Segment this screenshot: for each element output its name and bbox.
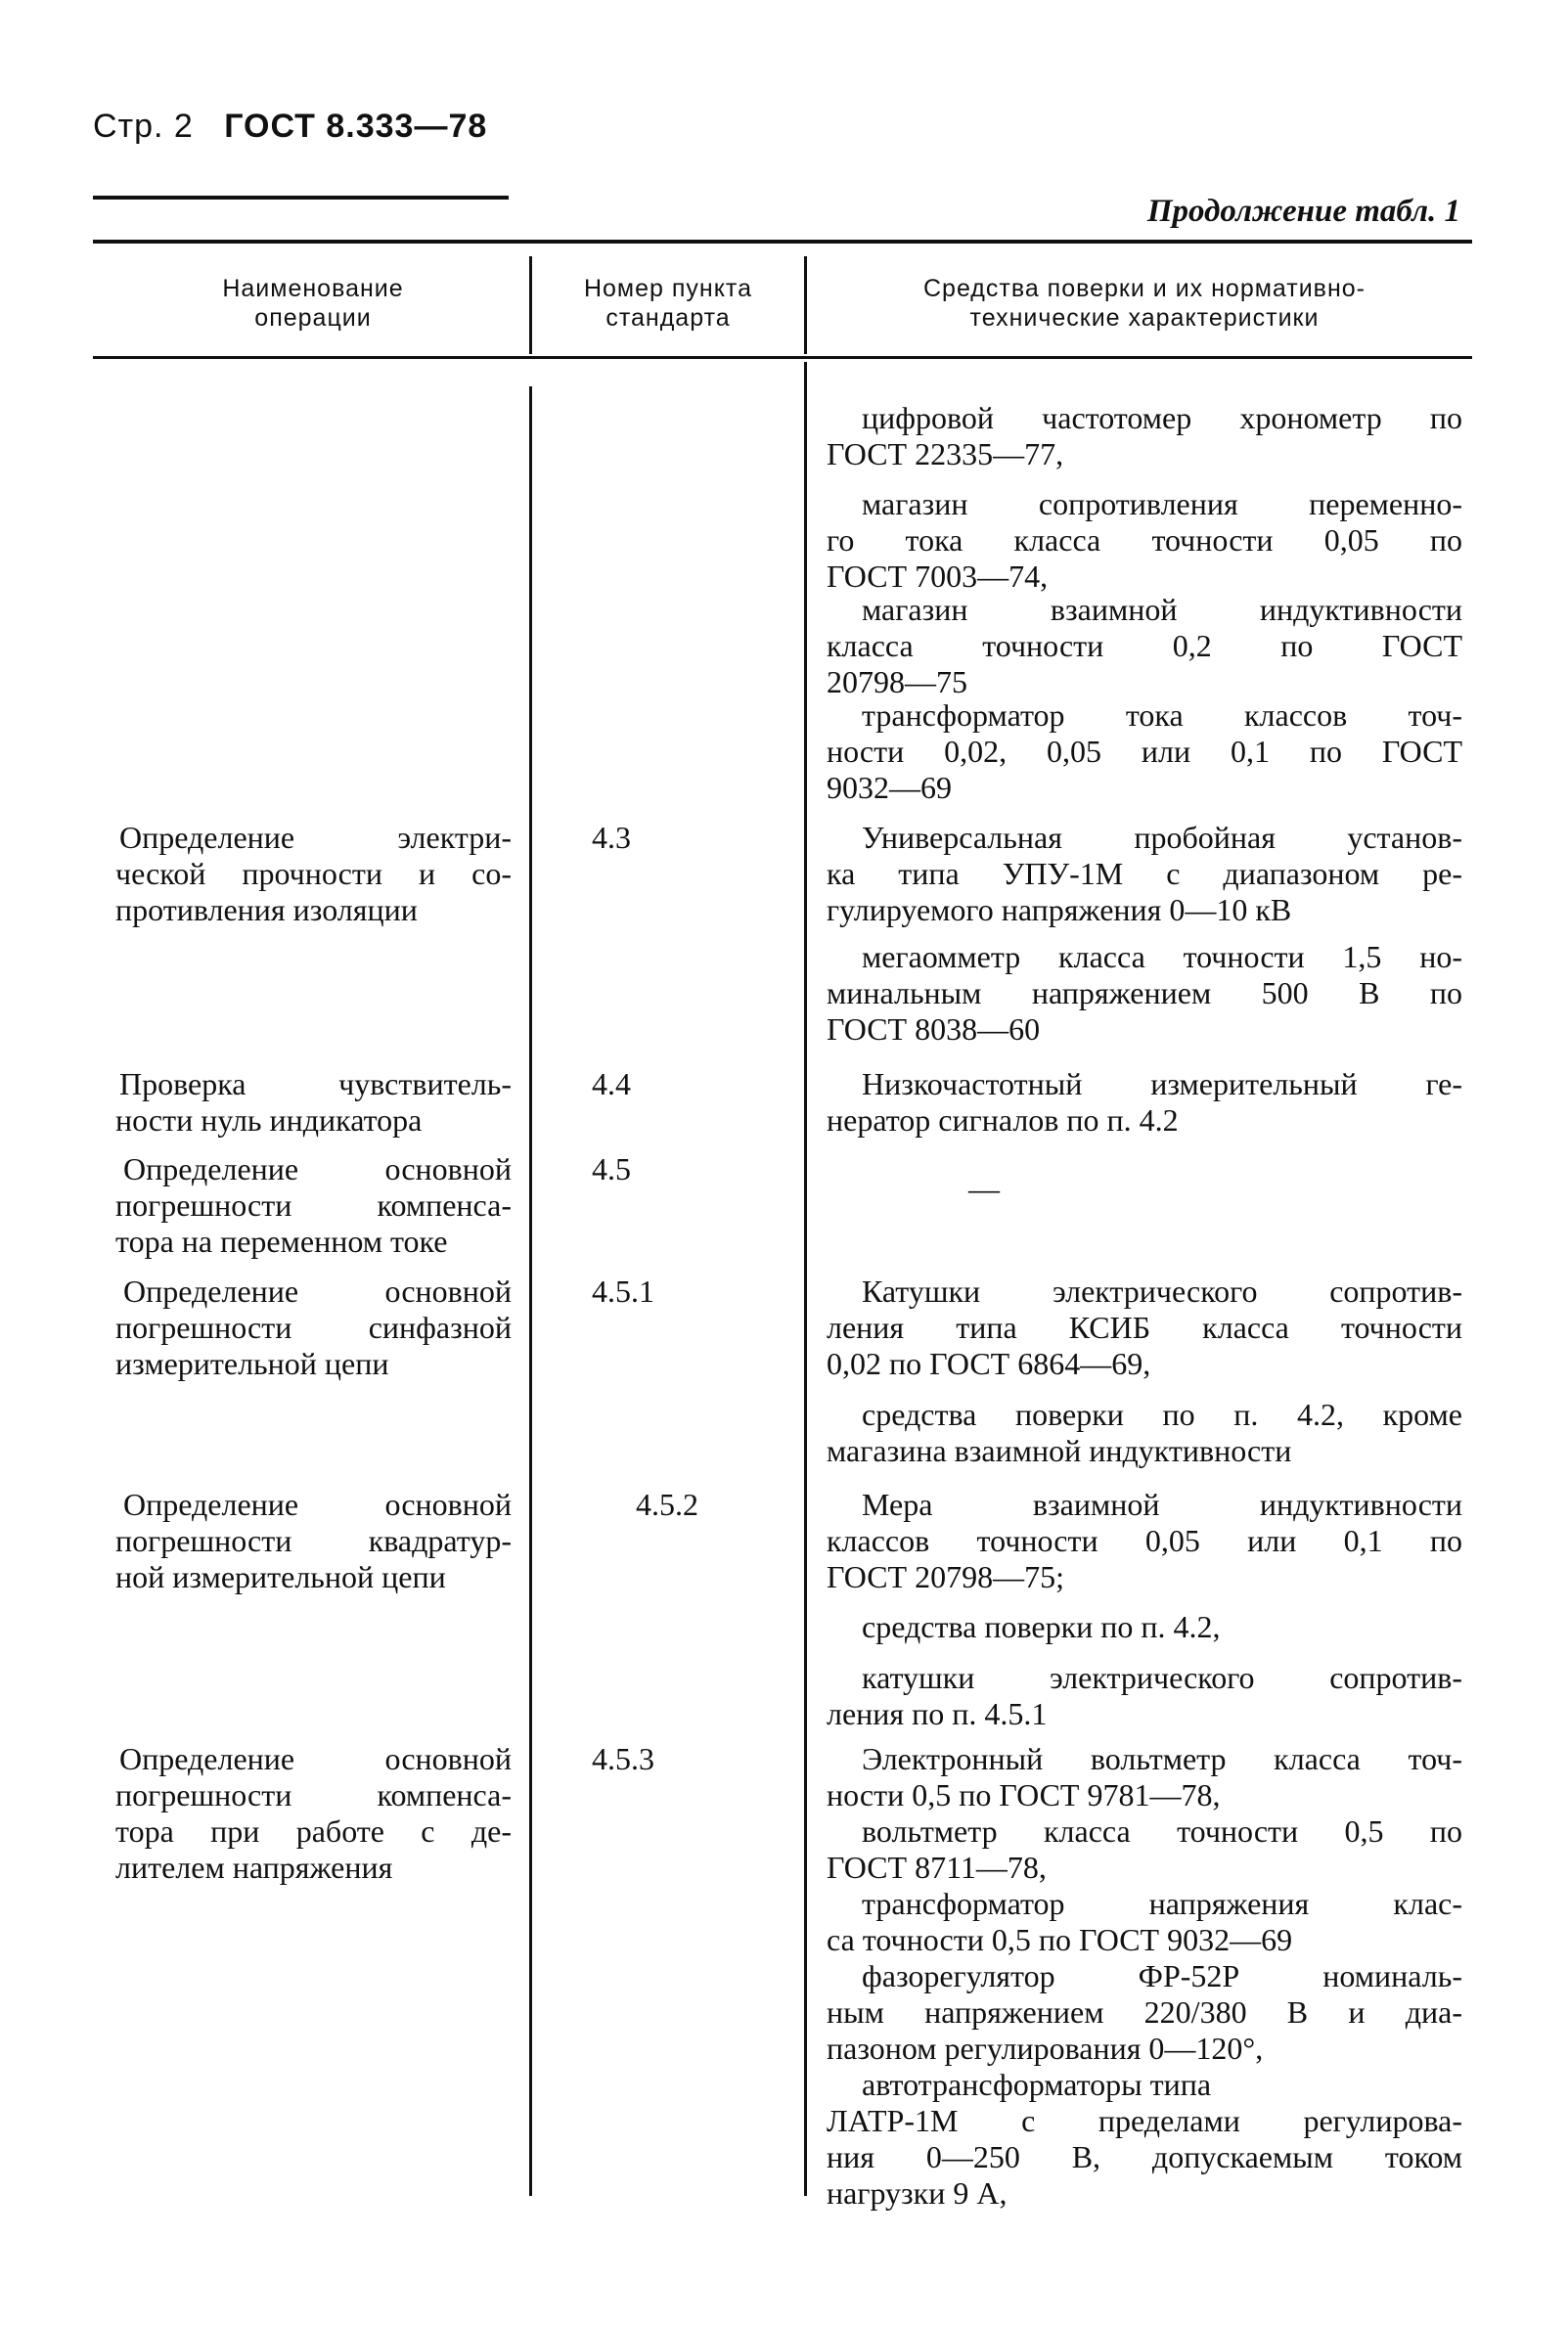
text-line: пазоном регулирования 0—120°, xyxy=(827,2031,1264,2066)
means-cell xyxy=(827,592,1462,700)
text-line: ности 0,02, 0,05 или 0,1 по ГОСТ xyxy=(827,734,1462,769)
text-line: Определение основной xyxy=(119,1741,512,1776)
text-line: магазин взаимной индуктивности xyxy=(862,592,1462,627)
text-line: погрешности синфазной xyxy=(115,1310,512,1345)
text-line: погрешности компенса- xyxy=(115,1187,512,1223)
column-header-means xyxy=(817,274,1472,333)
text-line: ка типа УПУ-1М с диапазоном ре- xyxy=(827,856,1462,891)
text-line: ления по п. 4.5.1 xyxy=(827,1696,1048,1731)
column-divider-1-body xyxy=(529,386,532,2196)
text-line: магазина взаимной индуктивности xyxy=(827,1433,1292,1468)
text-line: средства поверки по п. 4.2, кроме xyxy=(862,1397,1462,1432)
means-cell xyxy=(827,400,1462,472)
column-header-clause xyxy=(536,274,800,333)
means-cell xyxy=(827,697,1462,806)
text-line: гулируемого напряжения 0—10 кВ xyxy=(827,892,1292,927)
table-top-rule xyxy=(93,240,1472,244)
text-line: тора при работе с де- xyxy=(115,1813,512,1849)
text-line: Определение основной xyxy=(123,1151,512,1186)
text-line: трансформатор тока классов точ- xyxy=(862,697,1462,733)
text-line: мегаомметр класса точности 1,5 но- xyxy=(862,939,1462,974)
text-line: средства поверки по п. 4.2, xyxy=(862,1609,1221,1644)
text-line: ности 0,5 по ГОСТ 9781—78, xyxy=(827,1777,1221,1812)
text-line: ности нуль индикатора xyxy=(115,1102,423,1138)
text-line: ления типа КСИБ класса точности xyxy=(827,1310,1462,1345)
text-line: тора на переменном токе xyxy=(115,1224,448,1259)
means-cell xyxy=(827,1660,1462,1732)
text-line: противления изоляции xyxy=(115,892,418,927)
means-cell xyxy=(827,1487,1462,1595)
clause-cell: 4.5 xyxy=(592,1151,631,1186)
table-head-rule xyxy=(93,356,1472,359)
column-header-operation-line: Наименование xyxy=(222,275,404,302)
operation-cell xyxy=(115,1274,512,1382)
text-line: погрешности квадратур- xyxy=(115,1523,512,1558)
operation-cell xyxy=(115,1741,512,1886)
text-line: ЛАТР-1М с пределами регулирова- xyxy=(827,2103,1462,2138)
text-line: фазорегулятор ФР-52Р номиналь- xyxy=(862,1958,1462,1993)
means-cell xyxy=(827,820,1462,928)
text-line: Определение основной xyxy=(123,1274,512,1309)
text-line: са точности 0,5 по ГОСТ 9032—69 xyxy=(827,1922,1293,1957)
operation-cell xyxy=(115,1151,512,1260)
column-header-clause-line: стандарта xyxy=(605,304,731,332)
operation-cell xyxy=(115,820,512,928)
page-number: Стр. 2 xyxy=(93,108,194,145)
operation-cell xyxy=(115,1066,512,1139)
clause-cell: 4.5.3 xyxy=(592,1741,654,1776)
text-line: Универсальная пробойная установ- xyxy=(862,820,1462,855)
text-line: измерительной цепи xyxy=(115,1346,389,1381)
standard-number: ГОСТ 8.333—78 xyxy=(224,108,488,145)
means-cell xyxy=(827,486,1462,595)
means-cell xyxy=(827,1609,1462,1645)
page-header xyxy=(93,108,487,146)
column-header-means-line: Средства поверки и их нормативно- xyxy=(922,275,1366,302)
means-cell xyxy=(827,1397,1462,1469)
means-cell xyxy=(827,939,1462,1048)
column-header-operation-line: операции xyxy=(254,304,372,332)
text-line: ГОСТ 8711—78, xyxy=(827,1850,1047,1885)
text-line: трансформатор напряжения клас- xyxy=(862,1886,1462,1921)
column-divider-2 xyxy=(804,256,807,354)
text-line: минальным напряжением 500 В по xyxy=(827,975,1462,1010)
empty-means-dash: — xyxy=(968,1171,1000,1206)
text-line: нагрузки 9 А, xyxy=(827,2175,1008,2211)
text-line: классов точности 0,05 или 0,1 по xyxy=(827,1523,1462,1558)
text-line: 9032—69 xyxy=(827,770,952,805)
text-line: Определение электри- xyxy=(119,820,512,855)
text-line: вольтметр класса точности 0,5 по xyxy=(862,1813,1462,1849)
text-line: лителем напряжения xyxy=(115,1850,393,1885)
text-line: магазин сопротивления переменно- xyxy=(862,486,1462,521)
means-cell xyxy=(827,1066,1462,1139)
clause-cell: 4.4 xyxy=(592,1066,631,1101)
clause-cell: 4.5.1 xyxy=(592,1274,654,1309)
text-line: Катушки электрического сопротив- xyxy=(862,1274,1462,1309)
text-line: ГОСТ 7003—74, xyxy=(827,559,1049,594)
text-line: го тока класса точности 0,05 по xyxy=(827,522,1462,558)
operation-cell xyxy=(115,1487,512,1595)
text-line: Определение основной xyxy=(123,1487,512,1522)
text-line: автотрансформаторы типа xyxy=(862,2067,1212,2102)
text-line: нератор сигналов по п. 4.2 xyxy=(827,1102,1179,1138)
table-continuation-label: Продолжение табл. 1 xyxy=(1146,194,1460,229)
text-line: Электронный вольтметр класса точ- xyxy=(862,1741,1462,1776)
column-header-operation xyxy=(108,274,518,333)
column-header-means-line: технические характеристики xyxy=(969,304,1320,332)
text-line: катушки электрического сопротив- xyxy=(862,1660,1462,1695)
clause-cell: 4.3 xyxy=(592,820,631,855)
text-line: ГОСТ 22335—77, xyxy=(827,436,1064,471)
text-line: Проверка чувствитель- xyxy=(119,1066,512,1101)
text-line: класса точности 0,2 по ГОСТ xyxy=(827,628,1462,663)
text-line: ния 0—250 В, допускаемым током xyxy=(827,2139,1462,2174)
text-line: ГОСТ 20798—75; xyxy=(827,1559,1064,1594)
text-line: 20798—75 xyxy=(827,664,967,699)
column-divider-1 xyxy=(529,256,532,354)
text-line: ческой прочности и со- xyxy=(115,856,512,891)
column-header-clause-line: Номер пункта xyxy=(583,275,753,302)
means-cell xyxy=(827,1741,1462,2212)
text-line: 0,02 по ГОСТ 6864—69, xyxy=(827,1346,1151,1381)
text-line: ГОСТ 8038—60 xyxy=(827,1011,1041,1047)
text-line: Мера взаимной индуктивности xyxy=(862,1487,1462,1522)
clause-cell: 4.5.2 xyxy=(636,1487,698,1522)
text-line: цифровой частотомер хронометр по xyxy=(862,400,1462,435)
text-line: Низкочастотный измерительный ге- xyxy=(862,1066,1462,1101)
text-line: ным напряжением 220/380 В и диа- xyxy=(827,1994,1462,2030)
header-underline xyxy=(93,196,509,200)
means-cell xyxy=(827,1274,1462,1382)
text-line: ной измерительной цепи xyxy=(115,1559,446,1594)
text-line: погрешности компенса- xyxy=(115,1777,512,1812)
